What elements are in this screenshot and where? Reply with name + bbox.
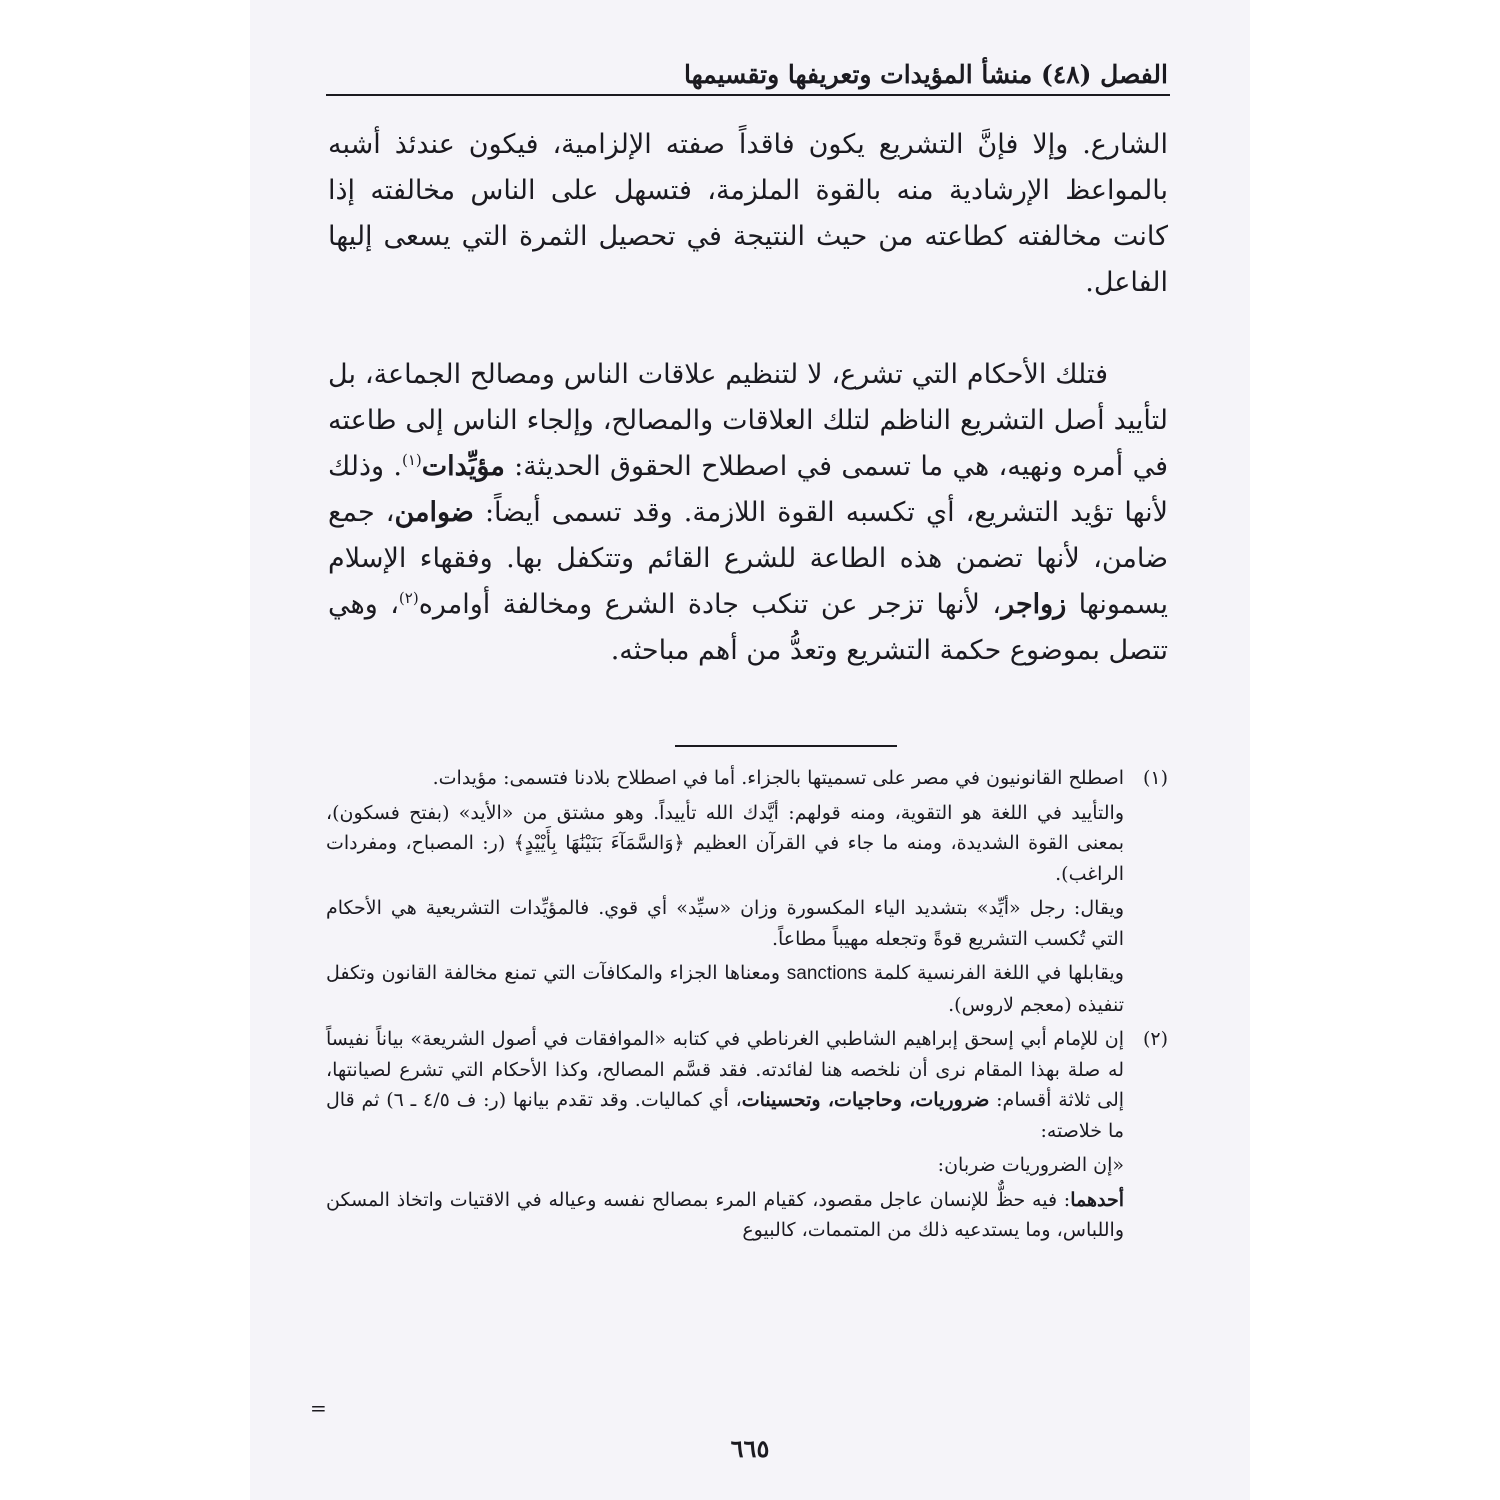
footnote-bold-term: أحدهما <box>1070 1188 1124 1211</box>
footnote-text: إن للإمام أبي إسحق إبراهيم الشاطبي الغرناطي في كتابه «الموافقات في أصول الشريعة» بياناً نفيساً له صلة بهذا المقام نرى أن نلخصه هنا لفائدته. فقد قسَّم المصالح، وكذا الأحكام التي تشرع لصيانتها، إلى ثلاثة أقسام: <box>326 1028 1125 1111</box>
footnote-number: (٢) <box>1142 1028 1168 1050</box>
footnote-1 <box>326 763 1168 1020</box>
paragraph-1: الشارع. وإلا فإنَّ التشريع يكون فاقداً صفته الإلزامية، فيكون عندئذ أشبه بالمواعظ الإرشادية منه بالقوة الملزمة، فتسهل على الناس مخالفته إذا كانت مخالفته كطاعته من حيث النتيجة في تحصيل الثمرة التي يسعى إليها الفاعل. <box>328 129 1168 298</box>
footnote-text: ومعناها الجزاء والمكافآت التي تمنع مخالفة القانون وتكفل تنفيذه (معجم لاروس). <box>326 962 1124 1016</box>
footnote-ref-1[interactable]: (١) <box>401 451 422 469</box>
paragraph-2-text: ، لأنها تزجر عن تنكب جادة الشرع ومخالفة أوامره <box>418 589 1002 620</box>
footnote-body <box>326 763 1124 1020</box>
footnote-paragraph <box>326 958 1124 1020</box>
footnote-bold-term: ضروريات، وحاجيات، وتحسينات <box>741 1089 990 1111</box>
paragraph-2-text: فتلك الأحكام التي تشرع، لا لتنظيم علاقات الناس ومصالح الجماعة، بل لتأييد أصل التشريع الناظم لتلك العلاقات والمصالح، وإلجاء الناس إلى طاعته في أمره ونهيه، هي ما تسمى في اصطلاح الحقوق الحديثة: <box>328 359 1168 482</box>
paragraph-2-text: . وذلك لأنها تؤيد التشريع، أي تكسبه القوة اللازمة. وقد تسمى أيضاً: <box>328 451 1168 528</box>
footnote-paragraph <box>326 1024 1124 1146</box>
footnote-paragraph: والتأييد في اللغة هو التقوية، ومنه قولهم: أيَّدك الله تأييداً. وهو مشتق من «الأيد» (بفتح فسكون)، بمعنى القوة الشديدة، ومنه ما جاء في القرآن العظيم ﴿وَالسَّمَآءَ بَنَيْنَٰهَا بِأَيْيْدٍ﴾ (ر: المصباح، ومفردات الراغب). <box>326 801 1124 885</box>
term-muayyidat: مؤيِّدات <box>421 451 505 482</box>
term-zawajir: زواجر <box>1001 589 1067 620</box>
footnote-text: ويقابلها في اللغة الفرنسية كلمة <box>867 962 1124 984</box>
footnote-ref-2[interactable]: (٢) <box>398 589 419 607</box>
footnote-paragraph: ويقال: رجل «أيِّد» بتشديد الياء المكسورة وزان «سيِّد» أي قوي. فالمؤيِّدات التشريعية هي الأحكام التي تُكسب التشريع قوةً وتجعله مهيباً مطاعاً. <box>326 897 1124 950</box>
latin-term: sanctions <box>786 963 868 984</box>
footnote-paragraph: «إن الضروريات ضربان: <box>937 1154 1124 1176</box>
footnote-body <box>326 1024 1124 1246</box>
running-header: الفصل (٤٨) منشأ المؤيدات وتعريفها وتقسيمها <box>684 60 1168 89</box>
term-dawamin: ضوامن <box>394 497 474 528</box>
footnotes <box>326 763 1168 1246</box>
footnote-2 <box>326 1024 1168 1246</box>
book-page <box>250 0 1250 1500</box>
continuation-mark: = <box>310 1396 327 1420</box>
main-text <box>328 122 1168 674</box>
paragraph-2-text: ، جمع ضامن، لأنها تضمن هذه الطاعة للشرع القائم وتتكفل بها. وفقهاء الإسلام يسمونها <box>328 497 1168 620</box>
page-number: ٦٦٥ <box>730 1434 770 1463</box>
footnote-number: (١) <box>1142 767 1168 789</box>
paragraph-2-text: ، وهي تتصل بموضوع حكمة التشريع وتعدُّ من أهم مباحثه. <box>328 589 1168 666</box>
paragraph-2 <box>328 352 1168 674</box>
footnote-paragraph: اصطلح القانونيون في مصر على تسميتها بالجزاء. أما في اصطلاح بلادنا فتسمى: مؤيدات. <box>432 767 1124 789</box>
footnote-text: : فيه حظٌّ للإنسان عاجل مقصود، كقيام المرء بمصالح نفسه وعياله في الاقتيات واتخاذ المسكن واللباس، وما يستدعيه ذلك من المتممات، كالبيوع <box>326 1188 1124 1241</box>
header-rule <box>326 94 1170 96</box>
paragraph-gap <box>328 306 1168 352</box>
footnote-separator <box>675 745 897 747</box>
footnote-paragraph <box>326 1185 1124 1246</box>
footnote-text: ، أي كماليات. وقد تقدم بيانها (ر: ف ٤/٥ ـ ٦) ثم قال ما خلاصته: <box>326 1089 1124 1142</box>
